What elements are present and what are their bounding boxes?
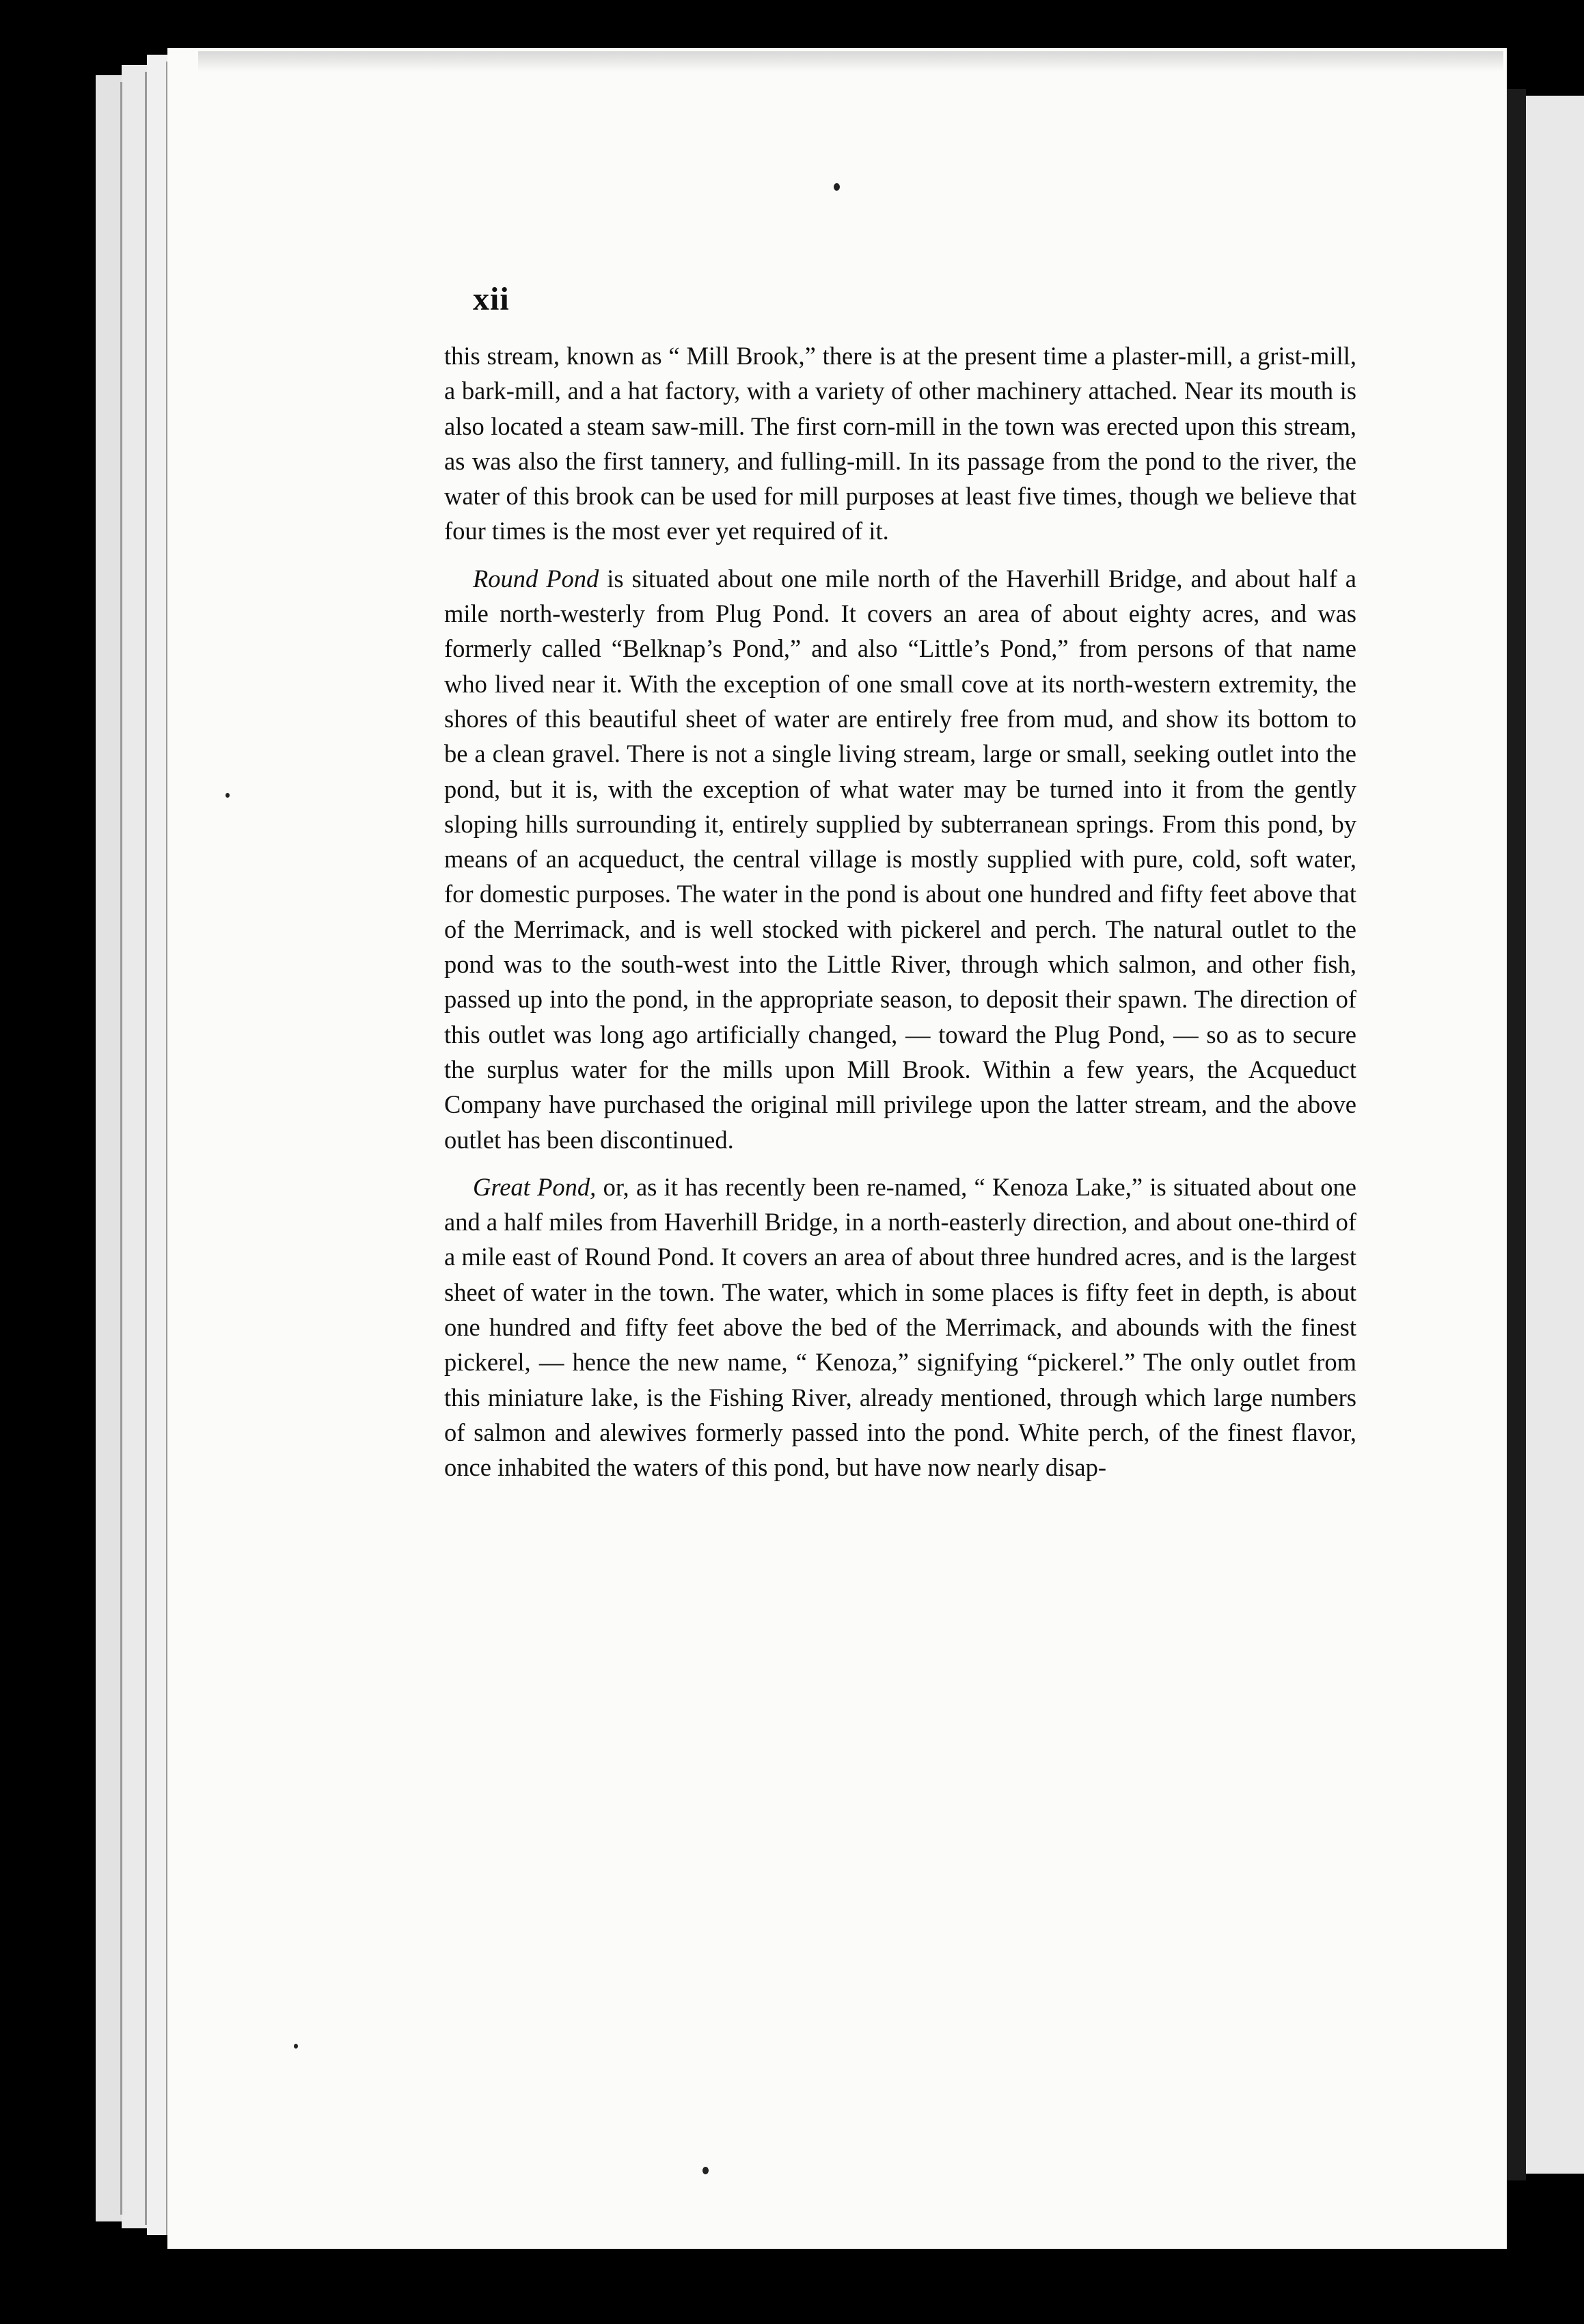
paragraph-lead: Round Pond	[473, 564, 599, 593]
paragraph	[444, 1170, 1356, 1485]
paragraph-text: or, as it has recently been re-named, “ Kenoza Lake,” is situated about one and a half miles from Haverhill Bridge, in a north-easterly direction, and about one-third of a mile east of Round Pond. It covers an area of about three hundred acres, and is the largest sheet of water in the town. The water, which in some places is fifty feet in depth, is about one hundred and fifty feet above the bed of the Merrimack, and abounds with the finest pickerel, — hence the new name, “ Kenoza,” signifying “pickerel.” The only outlet from this miniature lake, is the Fishing River, already mentioned, through which large numbers of salmon and alewives formerly passed into the pond. White perch, of the finest flavor, once inhabited the waters of this pond, but have now nearly disap-	[444, 1172, 1356, 1482]
facing-page-edge	[1526, 96, 1584, 2174]
page-edge	[147, 55, 167, 2235]
speck	[702, 2167, 709, 2174]
page-edge-line	[145, 72, 147, 2225]
speck	[226, 793, 230, 798]
paragraph-text: is situated about one mile north of the Haverhill Bridge, and about half a mile north-westerly from Plug Pond. It covers an area of about eighty acres, and was formerly called “Belknap’s Pond,” and also “Little’s Pond,” from persons of that name who lived near it. With the exception of one small cove at its north-western extremity, the shores of this beautiful sheet of water are entirely free from mud, and show its bottom to be a clean gravel. There is not a single living stream, large or small, seeking outlet into the pond, but it is, with the exception of what water may be turned into it from the gently sloping hills surrounding it, entirely supplied by subterranean springs. From this pond, by means of an acqueduct, the central village is mostly supplied with pure, cold, soft water, for domestic purposes. The water in the pond is about one hundred and fifty feet above that of the Merrimack, and is well stocked with pickerel and perch. The natural outlet to the pond was to the south-west into the Little River, through which salmon, and other fish, passed up into the pond, in the appropriate season, to deposit their spawn. The direction of this outlet was long ago artificially changed, — toward the Plug Pond, — so as to secure the surplus water for the mills upon Mill Brook. Within a few years, the Acqueduct Company have purchased the original mill privilege upon the latter stream, and the above outlet has been discontinued.	[444, 564, 1356, 1154]
speck	[294, 2044, 298, 2049]
speck	[834, 183, 840, 191]
page-top-shadow	[198, 51, 1503, 72]
paragraph-lead: Great Pond,	[473, 1172, 597, 1201]
page-number: xii	[473, 281, 510, 317]
page-edge	[96, 75, 123, 2221]
body-text	[444, 338, 1356, 1485]
paragraph	[444, 561, 1356, 1157]
page-edge-line	[120, 82, 122, 2215]
paragraph	[444, 338, 1356, 549]
gutter-shadow	[1507, 89, 1526, 2180]
paragraph-text: this stream, known as “ Mill Brook,” there is at the present time a plaster-mill, a grist-mill, a bark-mill, and a hat factory, with a variety of other machinery attached. Near its mouth is also located a steam saw-mill. The first corn-mill in the town was erected upon this stream, as was also the first tannery, and fulling-mill. In its passage from the pond to the river, the water of this brook can be used for mill purposes at least five times, though we believe that four times is the most ever yet required of it.	[444, 342, 1356, 545]
